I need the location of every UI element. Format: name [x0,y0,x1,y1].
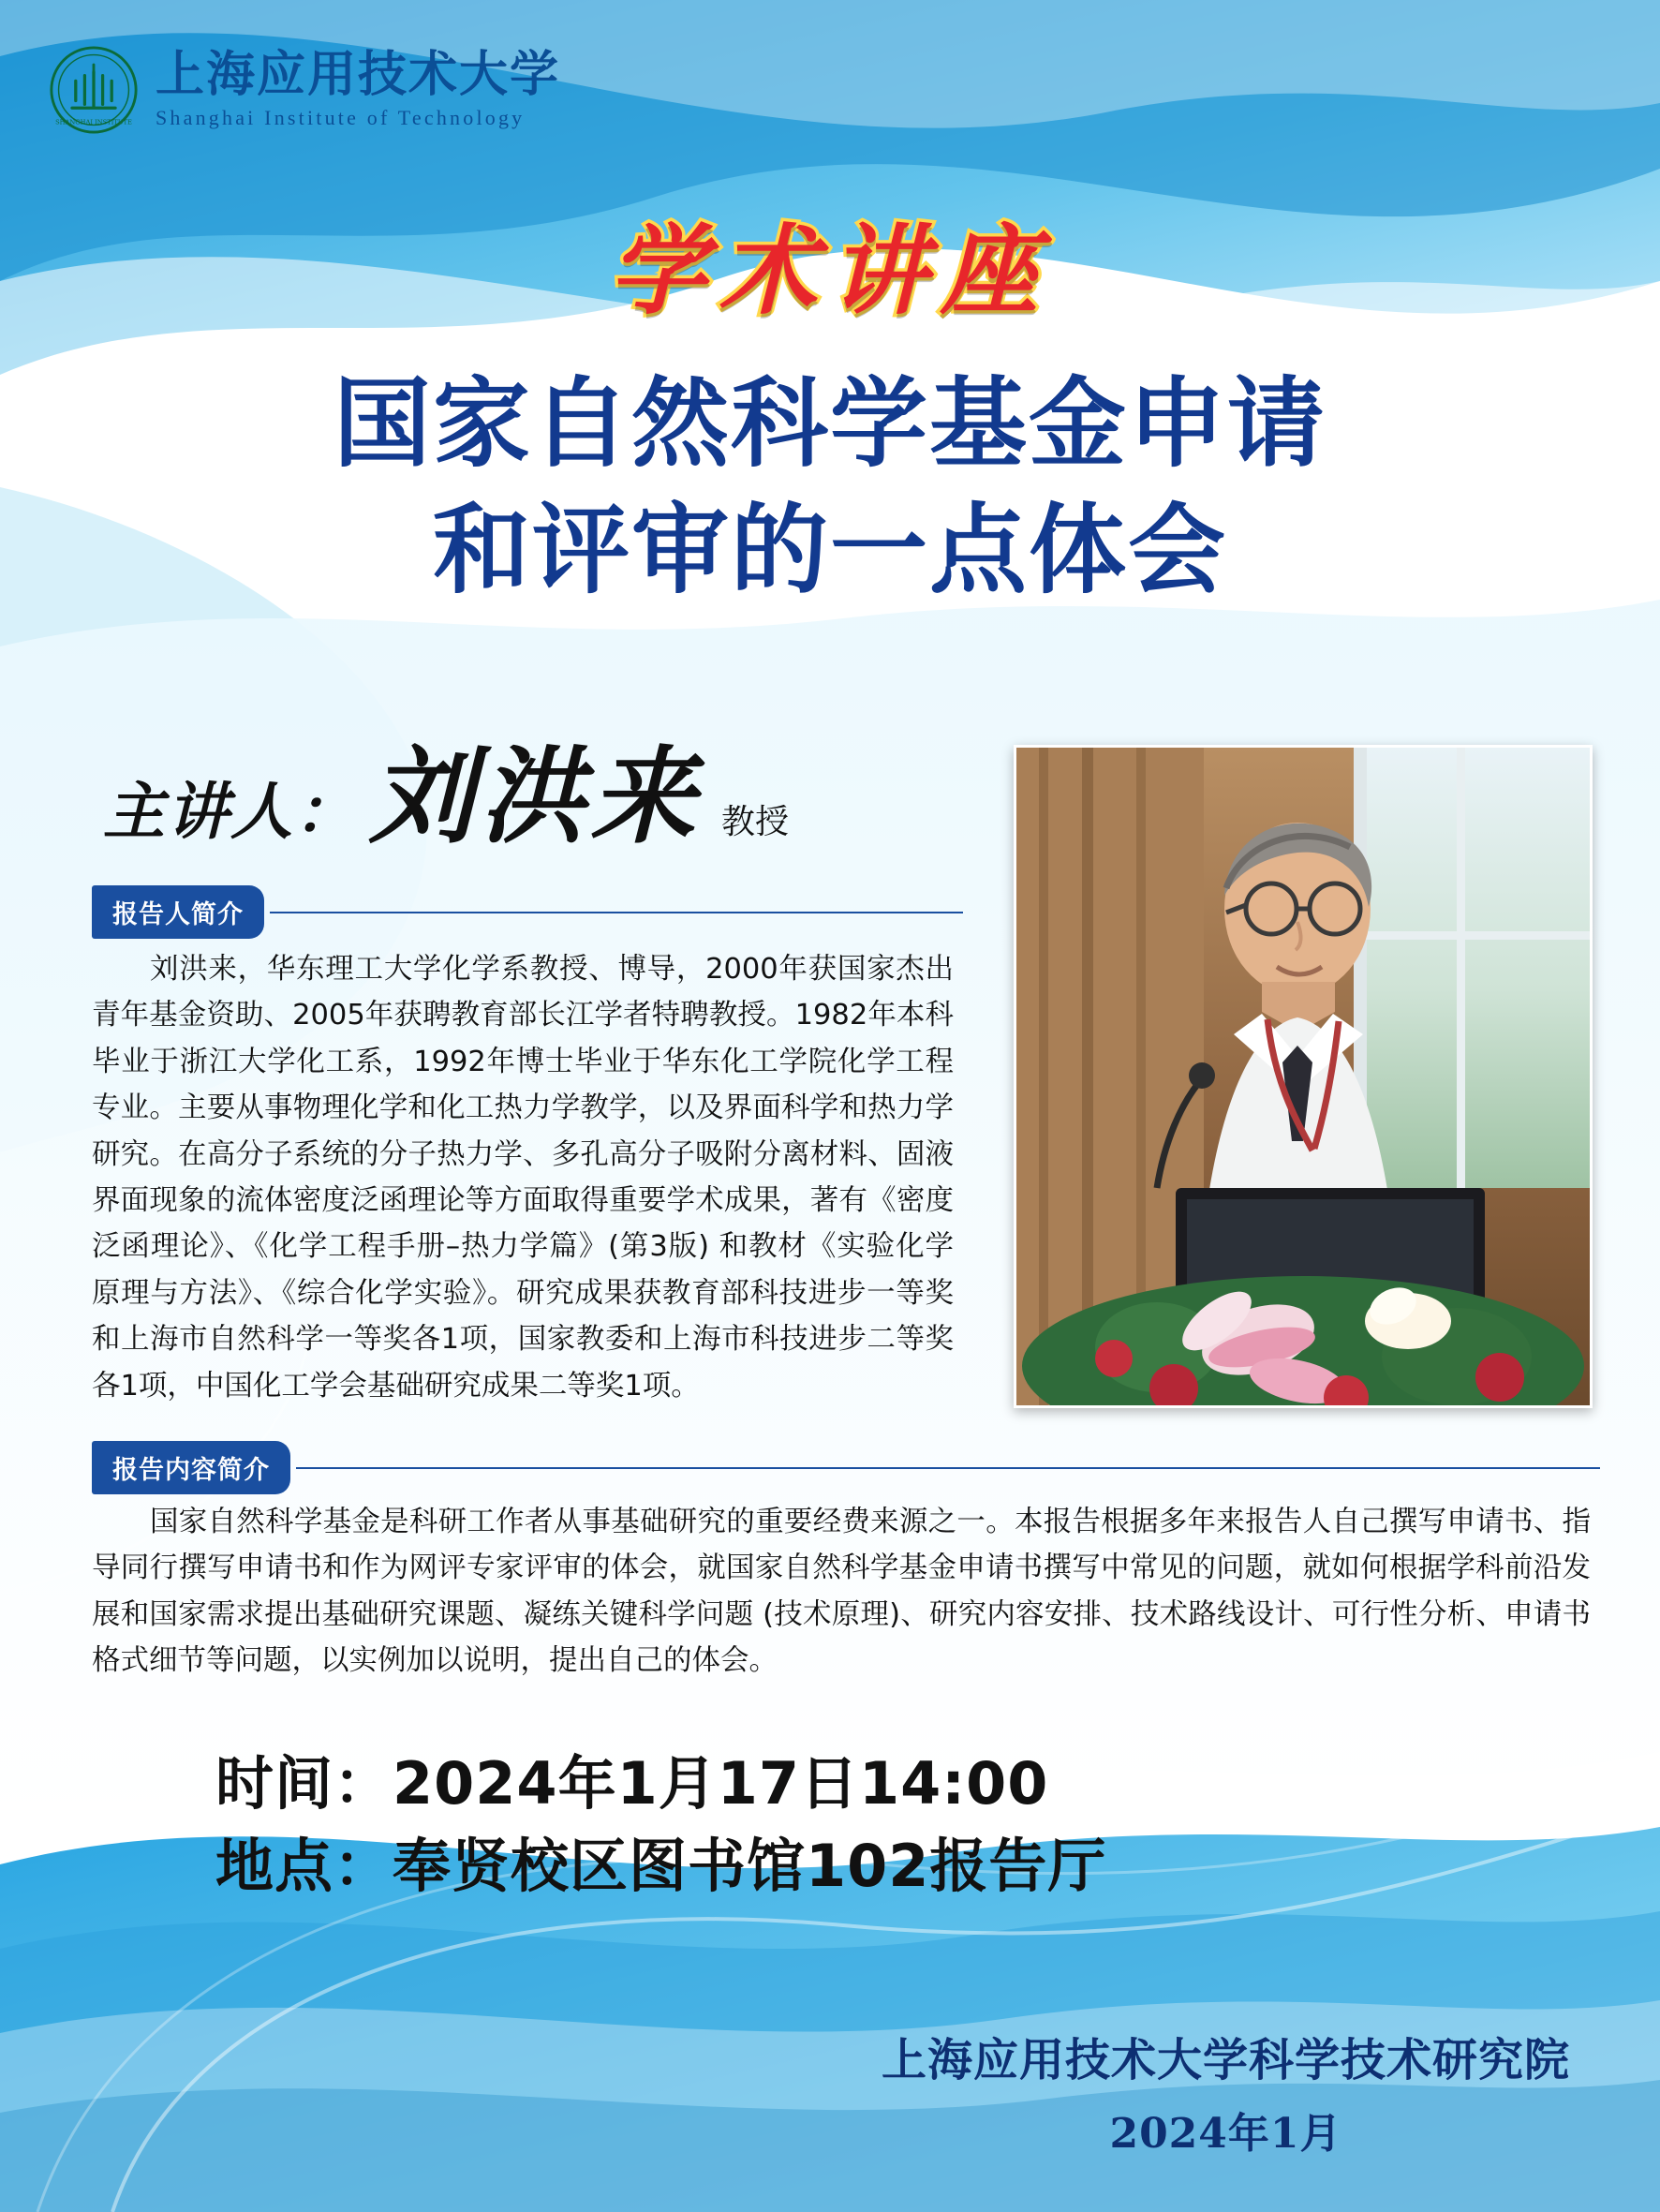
speaker-line [103,735,790,858]
bio-section-header [92,885,963,939]
event-time-label: 时间： [215,1749,393,1818]
brand-name-en: Shanghai Institute of Technology [156,106,526,130]
event-place-label: 地点： [215,1832,393,1901]
page-title [0,361,1660,614]
speaker-name: 刘洪来 [369,735,701,858]
abstract-section-label: 报告内容简介 [92,1441,290,1494]
speaker-rank: 教授 [721,803,790,841]
svg-text:SHANGHAI INSTITUTE: SHANGHAI INSTITUTE [55,118,132,126]
brand-name-cn: 上海应用技术大学 [156,46,561,103]
abstract-section-header [92,1441,1600,1494]
university-seal-icon [49,45,139,135]
event-place-row [215,1825,1106,1908]
footer [882,2024,1570,2160]
bio-section-label: 报告人简介 [92,885,264,939]
footer-date: 2024年1月 [1109,2110,1342,2158]
bio-paragraph: 刘洪来，华东理工大学化学系教授、博导，2000年获国家杰出青年基金资助、2005年获聘教育部长江学者特聘教授。1982年本科毕业于浙江大学化工系，1992年博士毕业于华东化工学院化学工程专业。主要从事物理化学和化工热力学教学，以及界面科学和热力学研究。在高分子系统的分子热力学、多孔高分子吸附分离材料、固液界面现象的流体密度泛函理论等方面取得重要学术成果，著有《密度泛函理论》、《化学工程手册–热力学篇》(第3版) 和教材《实验化学原理与方法》、《综合化学实验》。研究成果获教育部科技进步一等奖和上海市自然科学一等奖各1项，国家教委和上海市科技进步二等奖各1项，中国化工学会基础研究成果二等奖1项。 [92,953,954,1403]
page-title-line-1: 国家自然科学基金申请 [333,366,1327,481]
speaker-label: 主讲人： [103,775,358,848]
event-time-value: 2024年1月17日14:00 [393,1749,1049,1818]
event-details [215,1743,1106,1908]
speaker-photo [1014,745,1593,1408]
speaker-photo-illustration [1016,748,1590,1405]
page-title-line-2: 和评审的一点体会 [432,493,1227,608]
lecture-badge-text: 学术讲座 [608,214,1051,328]
lecture-badge [0,192,1660,333]
abstract-section-rule [296,1467,1600,1469]
event-time-row [215,1743,1106,1825]
bio-section-rule [270,912,963,913]
brand-logo [49,45,560,135]
event-place-value: 奉贤校区图书馆102报告厅 [393,1832,1107,1901]
abstract-paragraph: 国家自然科学基金是科研工作者从事基础研究的重要经费来源之一。本报告根据多年来报告人自己撰写申请书、指导同行撰写申请书和作为网评专家评审的体会，就国家自然科学基金申请书撰写中常见的问题，就如何根据学科前沿发展和国家需求提出基础研究课题、凝练关键科学问题 (技术原理)、研究内容安排、技术路线设计、可行性分析、申请书格式细节等问题，以实例加以说明，提出自己的体会。 [92,1506,1591,1678]
footer-organizer: 上海应用技术大学科学技术研究院 [881,2034,1570,2086]
